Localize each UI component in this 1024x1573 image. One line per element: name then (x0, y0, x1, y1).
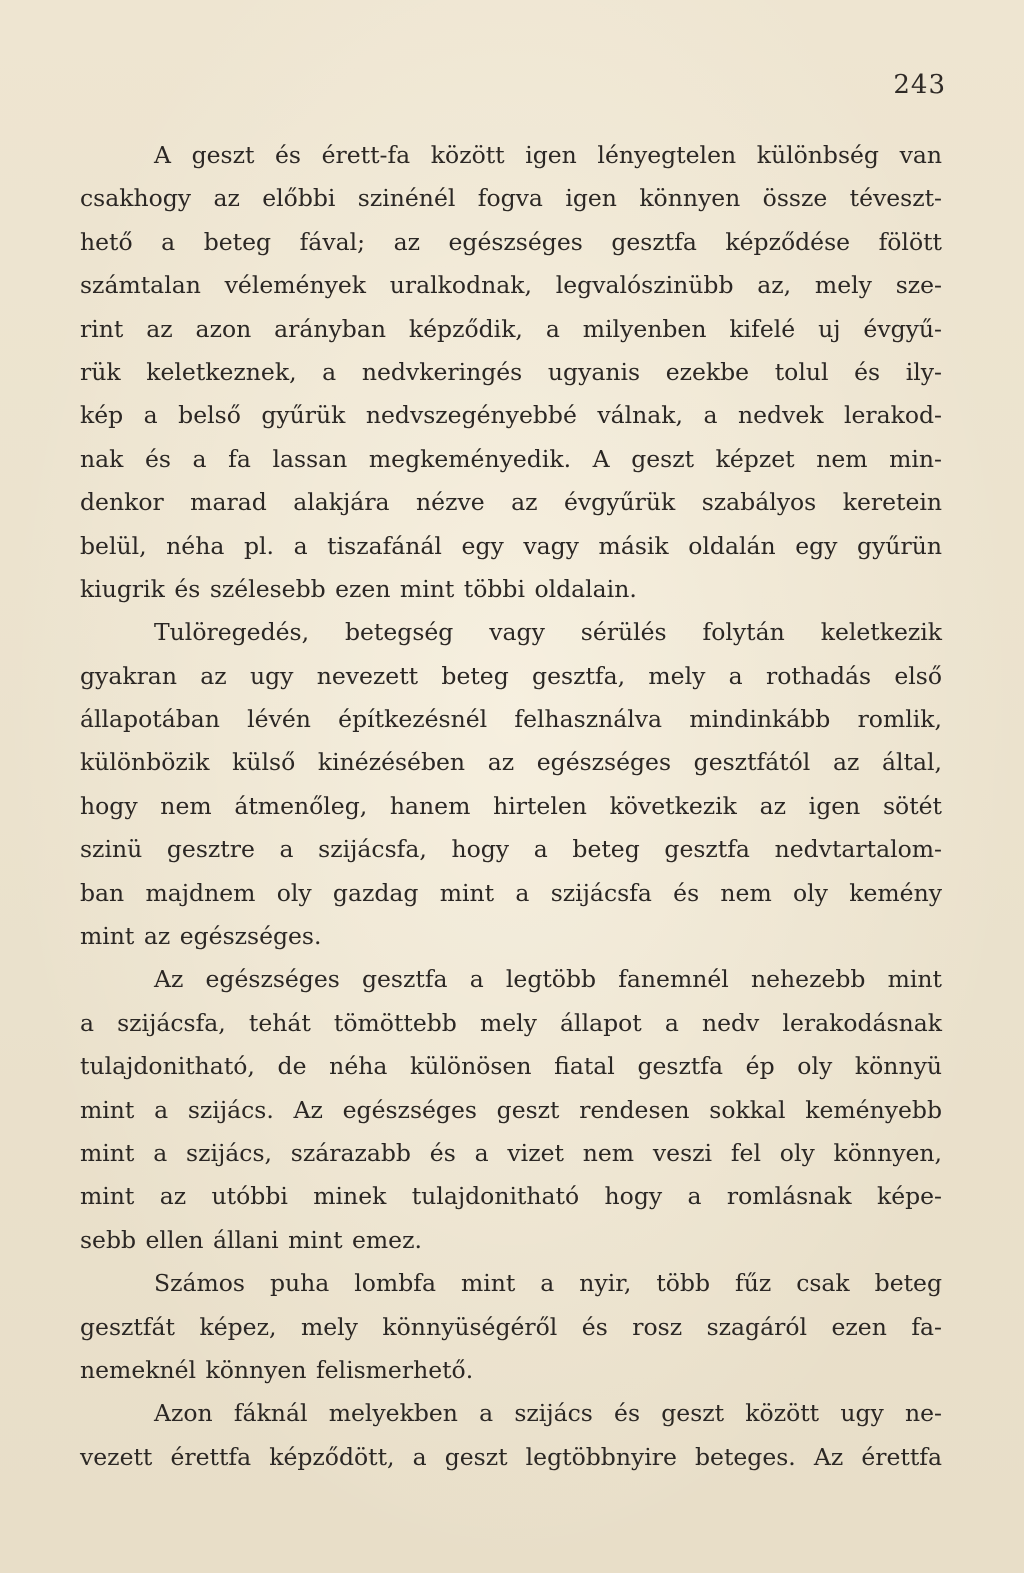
paragraph (80, 1262, 942, 1392)
text-line: rük keletkeznek, a nedvkeringés ugyanis ezekbe tolul és ily- (80, 357, 942, 386)
text-line: sebb ellen állani mint emez. (80, 1225, 422, 1254)
text-line: A geszt és érett-fa között igen lényegtelen különbség van (154, 141, 942, 169)
body-text (80, 134, 942, 1479)
text-line: a szijácsfa, tehát tömöttebb mely állapot a nedv lerakodásnak (80, 1008, 942, 1037)
text-line: Azon fáknál melyekben a szijács és geszt között ugy ne- (154, 1399, 942, 1428)
text-line: hogy nem átmenőleg, hanem hirtelen következik az igen sötét (80, 791, 942, 820)
page-number: 243 (893, 70, 946, 100)
text-line: ban majdnem oly gazdag mint a szijácsfa és nem oly kemény (80, 878, 942, 907)
paragraph (80, 611, 942, 958)
text-line: vezett érettfa képződött, a geszt legtöbbnyire beteges. Az érettfa (80, 1442, 942, 1471)
paragraph (80, 1392, 942, 1479)
text-line: különbözik külső kinézésében az egészséges gesztfától az által, (80, 748, 942, 777)
text-line: belül, néha pl. a tiszafánál egy vagy másik oldalán egy gyűrün (80, 531, 942, 560)
text-line: mint a szijács, szárazabb és a vizet nem veszi fel oly könnyen, (80, 1138, 942, 1167)
paragraph (80, 134, 942, 611)
text-line: kiugrik és szélesebb ezen mint többi oldalain. (80, 574, 637, 603)
text-line: mint az utóbbi minek tulajdonitható hogy a romlásnak képe- (80, 1182, 942, 1211)
text-line: állapotában lévén építkezésnél felhasználva mindinkább romlik, (80, 705, 942, 734)
text-line: gyakran az ugy nevezett beteg gesztfa, mely a rothadás első (80, 661, 942, 690)
text-line: kép a belső gyűrük nedvszegényebbé válnak, a nedvek lerakod- (80, 401, 942, 430)
text-line: hető a beteg fával; az egészséges gesztfa képződése fölött (80, 227, 942, 256)
text-line: csakhogy az előbbi szinénél fogva igen könnyen össze téveszt- (80, 184, 942, 213)
text-line: Az egészséges gesztfa a legtöbb fanemnél nehezebb mint (154, 965, 942, 994)
paragraph (80, 958, 942, 1262)
text-line: nemeknél könnyen felismerhető. (80, 1355, 474, 1384)
text-line: denkor marad alakjára nézve az évgyűrük szabályos keretein (80, 488, 942, 517)
text-line: rint az azon arányban képződik, a milyenben kifelé uj évgyű- (80, 314, 942, 343)
text-line: tulajdonitható, de néha különösen fiatal gesztfa ép oly könnyü (80, 1052, 942, 1081)
text-line: Számos puha lombfa mint a nyir, több fűz csak beteg (154, 1269, 942, 1298)
text-line: Tulöregedés, betegség vagy sérülés folytán keletkezik (154, 618, 942, 647)
text-line: gesztfát képez, mely könnyüségéről és rosz szagáról ezen fa- (80, 1312, 942, 1341)
text-line: számtalan vélemények uralkodnak, legvalószinübb az, mely sze- (80, 271, 942, 300)
text-line: szinü gesztre a szijácsfa, hogy a beteg gesztfa nedvtartalom- (80, 835, 942, 864)
text-line: mint a szijács. Az egészséges geszt rendesen sokkal keményebb (80, 1095, 942, 1124)
text-line: nak és a fa lassan megkeményedik. A geszt képzet nem min- (80, 444, 942, 473)
text-line: mint az egészséges. (80, 922, 322, 951)
